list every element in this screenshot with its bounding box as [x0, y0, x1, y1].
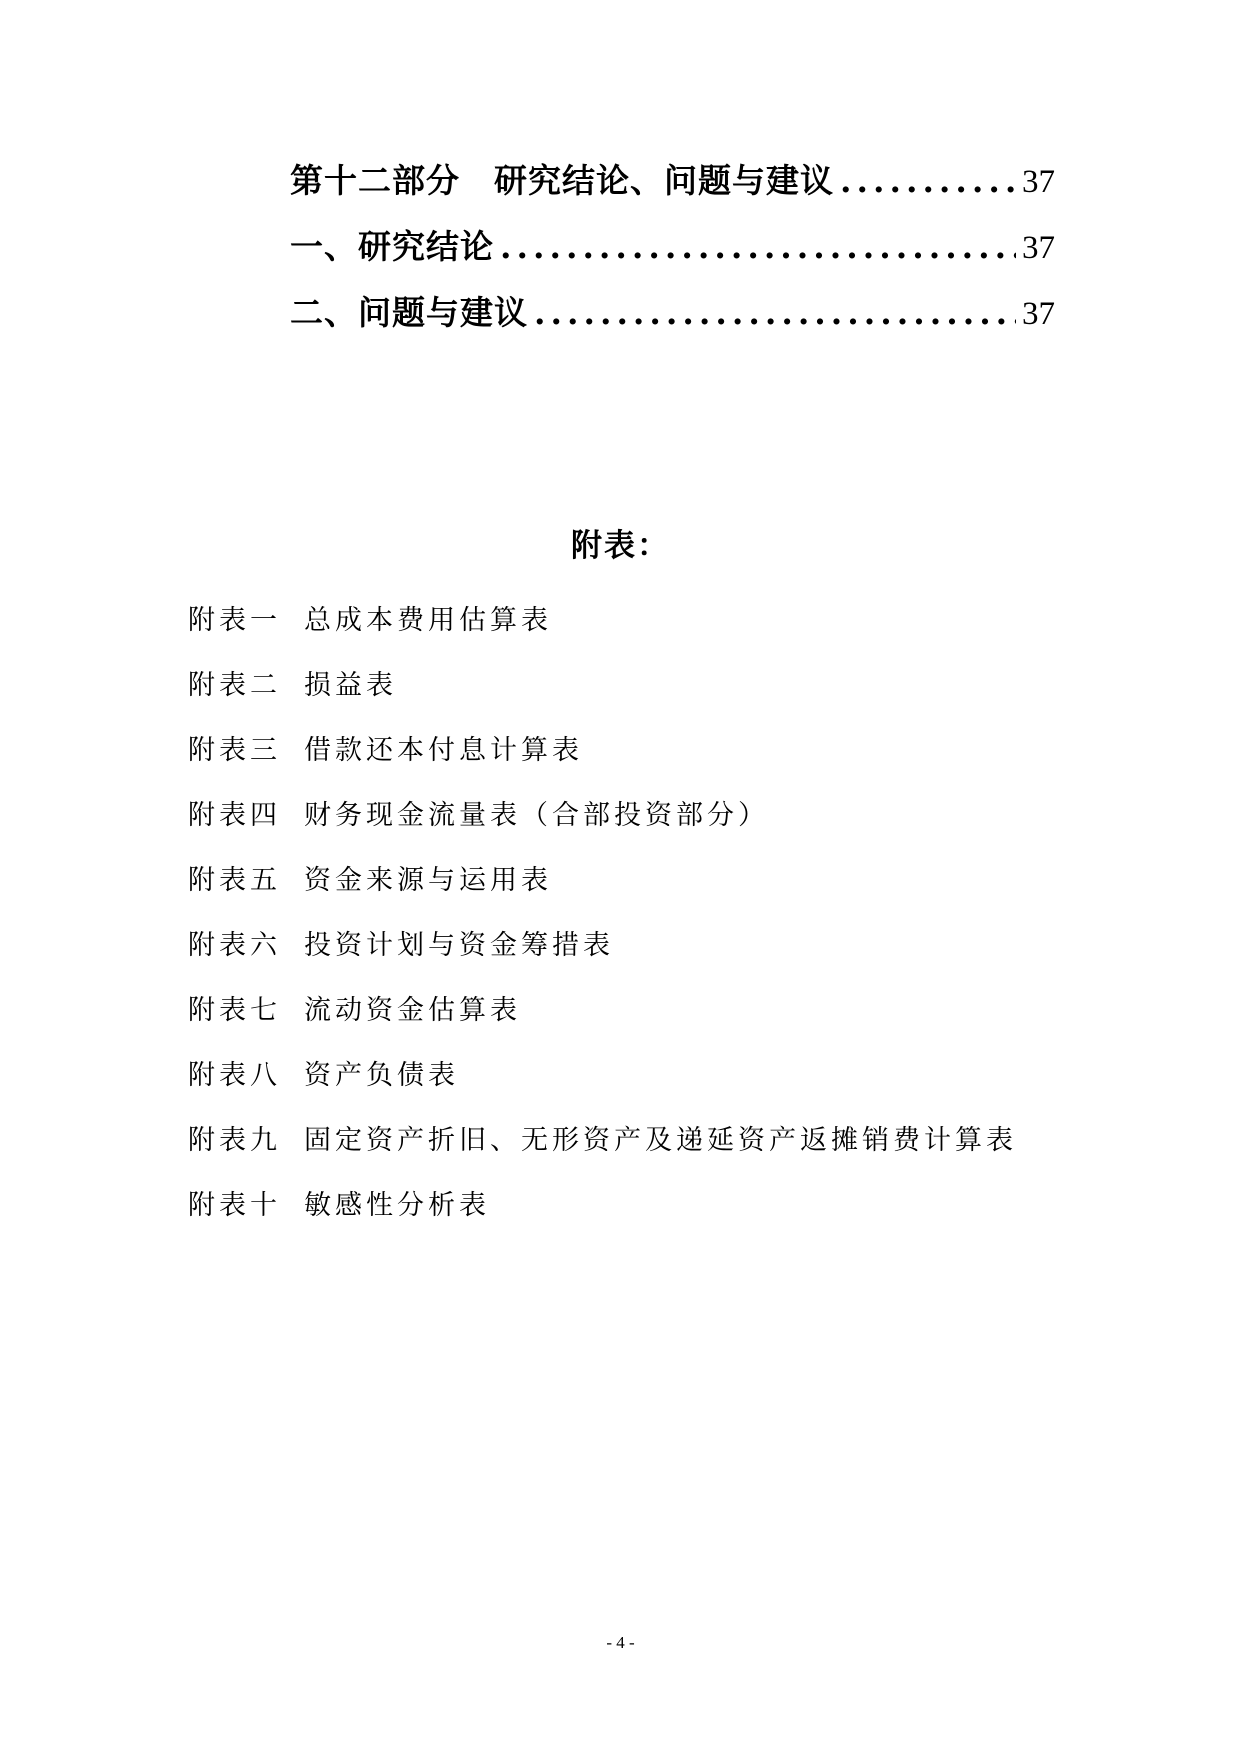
appendix-item-number: 附表四 — [188, 800, 281, 831]
appendix-item-number: 附表八 — [188, 1060, 281, 1091]
appendix-item — [188, 975, 1188, 1040]
page-number: - 4 - — [606, 1633, 635, 1652]
appendix-item — [188, 910, 1188, 975]
appendix-item-number: 附表二 — [188, 670, 281, 701]
appendix-item-name: 投资计划与资金筹措表 — [304, 930, 614, 961]
appendix-item-name: 借款还本付息计算表 — [304, 735, 583, 766]
toc-entry-page: 37 — [1022, 296, 1055, 332]
appendix-item — [188, 1040, 1188, 1105]
toc-leader-dots — [840, 161, 1016, 200]
appendix-item-name: 流动资金估算表 — [304, 995, 521, 1026]
toc-entry-page: 37 — [1022, 230, 1055, 266]
appendix-item — [188, 1170, 1188, 1235]
toc-entry-label: 一、研究结论 — [290, 227, 494, 266]
appendix-item-number: 附表六 — [188, 930, 281, 961]
toc-entry-issues-suggestions[interactable] — [290, 287, 1055, 353]
appendix-item — [188, 585, 1188, 650]
toc-entry-part-12[interactable] — [290, 155, 1055, 221]
appendix-item-name: 损益表 — [304, 670, 397, 701]
appendix-item — [188, 715, 1188, 780]
appendix-item-name: 资产负债表 — [304, 1060, 459, 1091]
appendix-item-name: 财务现金流量表（合部投资部分） — [304, 800, 769, 831]
toc-entry-conclusions[interactable] — [290, 221, 1055, 287]
appendix-item-number: 附表七 — [188, 995, 281, 1026]
toc-leader-dots — [534, 293, 1016, 332]
appendix-list — [188, 585, 1188, 1235]
appendix-item-name: 固定资产折旧、无形资产及递延资产返摊销费计算表 — [304, 1125, 1017, 1156]
appendix-item-name: 资金来源与运用表 — [304, 865, 552, 896]
appendix-heading: 附表： — [571, 528, 670, 564]
appendix-item-number: 附表十 — [188, 1190, 281, 1221]
toc-entry-page: 37 — [1022, 164, 1055, 200]
appendix-item — [188, 650, 1188, 715]
table-of-contents — [290, 155, 1055, 353]
appendix-item-number: 附表三 — [188, 735, 281, 766]
appendix-item — [188, 780, 1188, 845]
toc-entry-label: 第十二部分 研究结论、问题与建议 — [290, 161, 834, 200]
appendix-item-name: 敏感性分析表 — [304, 1190, 490, 1221]
appendix-item — [188, 1105, 1188, 1170]
appendix-item-number: 附表一 — [188, 605, 281, 636]
toc-leader-dots — [500, 227, 1016, 266]
appendix-item — [188, 845, 1188, 910]
appendix-item-name: 总成本费用估算表 — [304, 605, 552, 636]
appendix-item-number: 附表五 — [188, 865, 281, 896]
toc-entry-label: 二、问题与建议 — [290, 293, 528, 332]
appendix-item-number: 附表九 — [188, 1125, 281, 1156]
